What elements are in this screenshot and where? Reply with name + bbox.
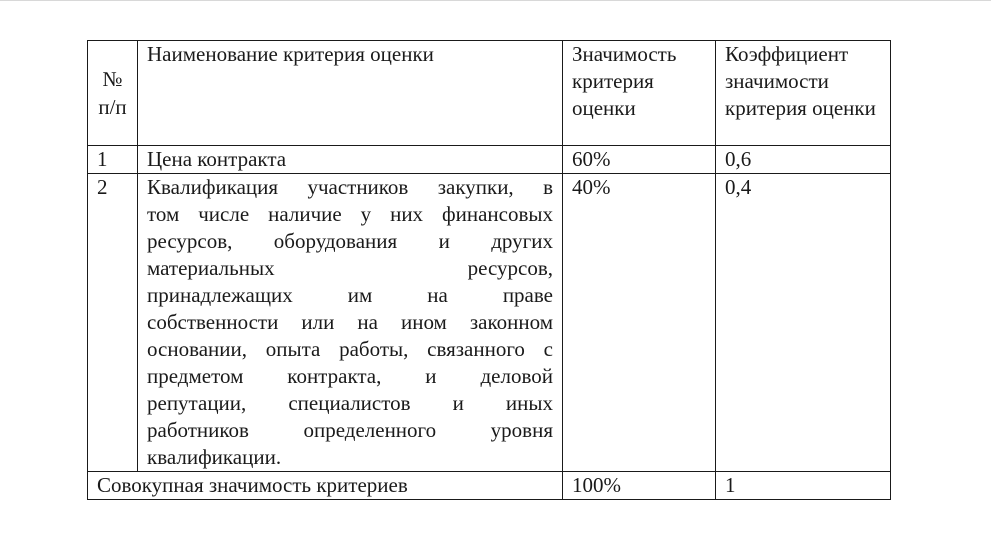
criterion-text-line: ресурсов, оборудования и других (147, 229, 553, 253)
header-number-sign: № (102, 67, 123, 91)
criterion-text-line: основании, опыта работы, связанного с (147, 337, 553, 361)
header-criterion-weight: Значимость критерия оценки (563, 41, 716, 146)
criterion-text-line: репутации, специалистов и иных (147, 391, 553, 415)
criterion-text-line: предметом контракта, и деловой (147, 364, 553, 388)
row-criterion-name (138, 174, 563, 472)
table-total-row (88, 472, 891, 500)
header-criterion-name: Наименование критерия оценки (138, 41, 563, 146)
header-number-abbr: п/п (98, 95, 127, 119)
criterion-text-line: Квалификация участников закупки, в (147, 175, 553, 199)
table-row (88, 146, 891, 174)
total-coefficient: 1 (716, 472, 891, 500)
row-number: 1 (88, 146, 138, 174)
row-criterion-name: Цена контракта (138, 146, 563, 174)
criterion-text-line: квалификации. (147, 445, 282, 469)
criterion-text-line: том числе наличие у них финансовых (147, 202, 553, 226)
criterion-text-line: работников определенного уровня (147, 418, 553, 442)
evaluation-criteria-table (87, 40, 891, 500)
row-criterion-coefficient: 0,4 (716, 174, 891, 472)
table-row (88, 174, 891, 472)
row-number: 2 (88, 174, 138, 472)
criterion-text-line: принадлежащих им на праве (147, 283, 553, 307)
header-criterion-coefficient: Коэффициент значимости критерия оценки (716, 41, 891, 146)
header-number-cell (88, 41, 138, 146)
row-criterion-weight: 60% (563, 146, 716, 174)
row-criterion-weight: 40% (563, 174, 716, 472)
criterion-text-line: материальных ресурсов, (147, 256, 553, 280)
top-divider (0, 0, 991, 1)
total-label: Совокупная значимость критериев (88, 472, 563, 500)
row-criterion-coefficient: 0,6 (716, 146, 891, 174)
total-weight: 100% (563, 472, 716, 500)
table-header-row (88, 41, 891, 146)
criterion-text-line: собственности или на ином законном (147, 310, 553, 334)
